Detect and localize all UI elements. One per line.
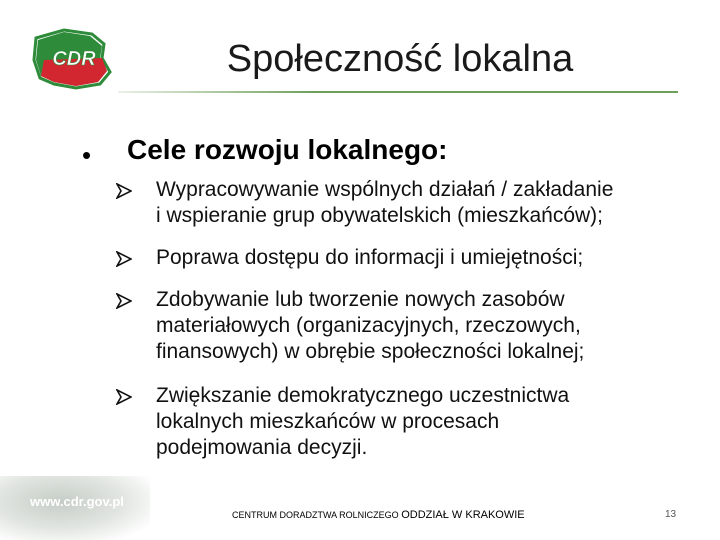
list-item-line: Poprawa dostępu do informacji i umiejętności;	[156, 246, 584, 269]
page-number: 13	[665, 509, 677, 520]
slide-title: Społeczność lokalna	[226, 38, 574, 80]
footer-branch-name: ODDZIAŁ W KRAKOWIE	[401, 509, 525, 521]
arrow-bullet-icon	[116, 389, 132, 405]
list-item-line: Zdobywanie lub tworzenie nowych zasobów	[156, 288, 565, 311]
section-heading: Cele rozwoju lokalnego:	[127, 134, 448, 165]
footer-org-name: CENTRUM DORADZTWA ROLNICZEGO	[232, 510, 399, 520]
list-item-line: Wypracowywanie wspólnych działań / zakładanie	[156, 178, 614, 201]
footer-url: www.cdr.gov.pl	[30, 494, 124, 509]
arrow-bullet-icon	[116, 251, 132, 267]
arrow-bullet-icon	[116, 293, 132, 309]
logo-text: CDR	[52, 48, 96, 70]
footer-organization	[232, 509, 525, 521]
list-item-line: podejmowania decyzji.	[156, 436, 368, 459]
list-item-line: lokalnych mieszkańców w procesach	[156, 410, 500, 433]
list-item-line: Zwiększanie demokratycznego uczestnictwa	[156, 384, 570, 407]
title-divider	[118, 91, 678, 93]
main-bullet: •	[82, 140, 92, 170]
cdr-logo	[30, 24, 120, 94]
arrow-bullet-icon	[116, 183, 132, 199]
list-item-line: finansowych) w obrębie społeczności lokalnej;	[156, 340, 585, 363]
list-item-line: i wspieranie grup obywatelskich (mieszkańców);	[156, 204, 604, 227]
list-item-line: materiałowych (organizacyjnych, rzeczowych,	[156, 314, 581, 337]
